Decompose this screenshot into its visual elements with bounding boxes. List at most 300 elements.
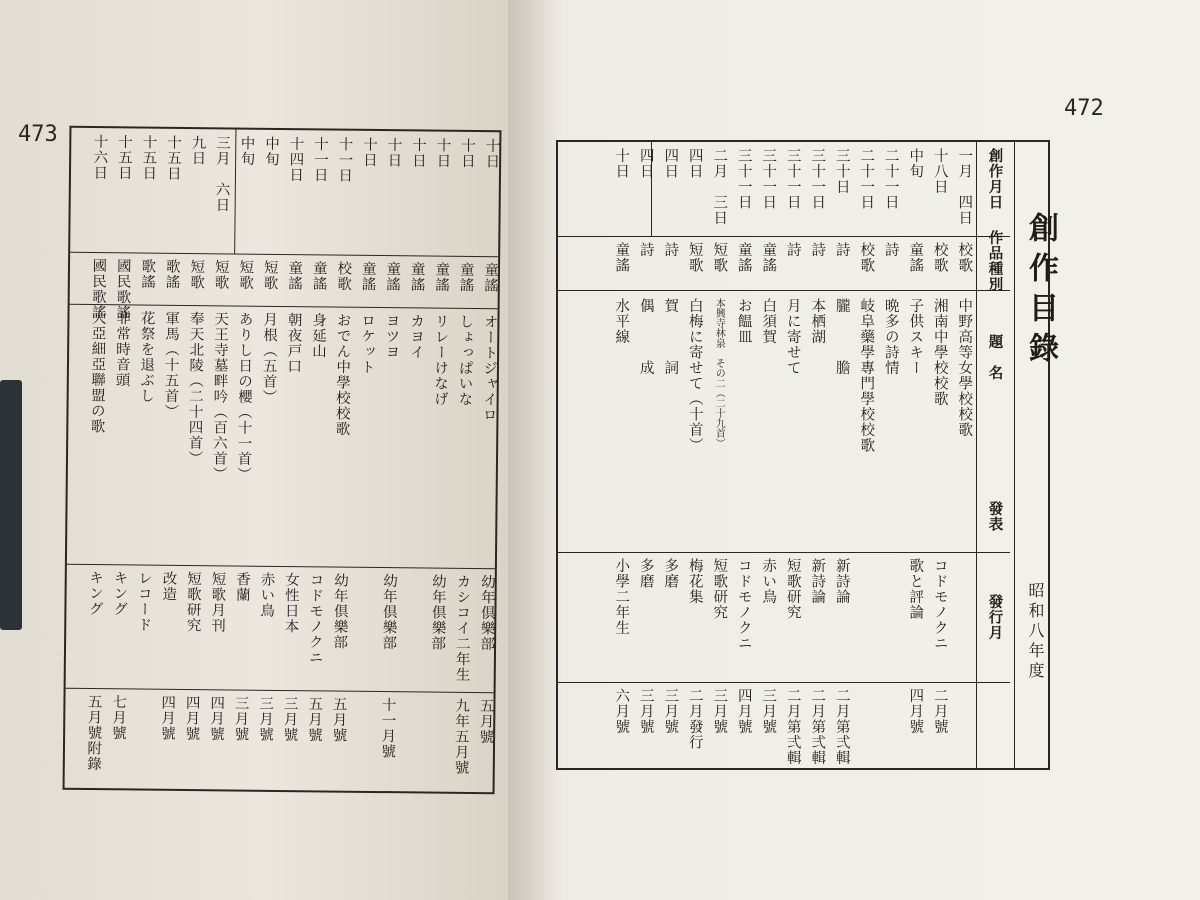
right-row-1-pub-cell [927,558,952,651]
left-row-0-genre: 童謠 [482,262,499,294]
left-row-4-pub-cell [376,573,401,651]
left-row-1-issue-cell [448,698,473,776]
right-row-3-date-cell [878,148,903,210]
left-row-15-issue: 七月號 [109,694,127,741]
left-row-13-date-cell [160,135,185,182]
left-row-1-date: 十日 [458,137,476,170]
left-row-9-pub: 赤い鳥 [258,571,275,619]
left-row-14-genre: 歌謠 [139,258,156,290]
left-row-4-genre: 童謠 [384,261,401,293]
right-row-9-genre: 童謠 [735,242,752,273]
left-row-9-date: 中旬 [262,135,280,167]
left-row-2-title-cell [427,314,452,407]
left-row-16-pub: キング [86,569,104,617]
left-row-3-genre-cell [404,261,429,292]
left-row-3-date: 十日 [409,137,427,169]
right-row-14-issue-cell [609,688,634,735]
right-row-6-pub-cell [805,558,830,605]
left-row-10-genre: 短歌 [237,259,254,291]
right-row-1-title-cell [927,298,952,407]
left-row-13-title-cell [157,311,183,420]
left-row-9-date-cell [258,136,283,167]
right-row-0-genre-cell [952,242,977,273]
right-row-9-title-cell [731,298,756,345]
left-row-10-title-cell [230,311,256,482]
fiscal-year: 昭和八年度 [1026,582,1045,682]
right-row-8-genre-cell [756,242,781,273]
left-row-13-title: 軍馬（十五首） [162,310,180,420]
left-row-13-date: 十五日 [164,134,182,182]
left-row-15-date: 十五日 [115,134,133,181]
right-row-10-title: 本興寺林泉 その二（二十九首） [713,298,725,448]
left-row-10-title: ありし日の櫻（十一首） [235,311,253,483]
right-row-12-title: 賀 詞 [662,298,679,376]
right-row-13-pub-cell [633,558,658,589]
right-row-5-issue-cell [829,688,854,766]
right-row-0-title-cell [952,298,977,438]
left-row-3-title: カヨイ [407,313,425,360]
left-row-12-title: 奉天北陵（二十四首） [186,311,204,467]
right-row-7-genre-cell [780,242,805,258]
right-row-14-genre-cell [609,242,634,273]
left-row-10-issue-cell [228,695,253,742]
right-row-14-title: 水平線 [613,298,630,345]
left-row-4-date-cell [381,137,406,168]
left-row-7-pub-cell [302,572,327,665]
left-row-2-genre: 童謠 [433,261,450,293]
left-row-3-genre: 童謠 [408,261,425,293]
right-row-10-date: 二月 三日 [711,148,728,226]
right-row-8-date: 三十一日 [760,148,777,210]
right-row-9-date: 三十一日 [735,148,752,210]
right-row-7-title: 月に寄せて [784,298,801,376]
left-row-4-title: ヨツヨ [383,313,400,360]
header-publication: 發表 [986,500,1004,532]
left-row-7-pub: コドモノクニ [306,572,324,666]
left-row-14-date-cell [135,134,160,181]
left-row-7-date: 十一日 [311,136,329,183]
right-row-2-date-cell [903,148,928,179]
right-row-10-date-cell [707,148,732,226]
left-row-1-genre-cell [453,262,478,293]
right-row-9-issue: 四月號 [735,688,752,735]
left-row-10-date: 中旬 [238,135,255,167]
left-row-6-title-cell [329,312,355,436]
header-date: 創作月日 [986,148,1004,210]
left-row-5-genre-cell [355,261,380,292]
page-title: 創作目錄 [1023,212,1058,372]
left-row-6-title: おでん中學校校歌 [333,312,351,437]
right-row-10-genre: 短歌 [711,242,728,273]
right-row-11-date-cell [682,148,707,179]
left-row-13-pub: 改造 [160,570,177,602]
left-row-5-date-cell [356,137,381,168]
right-row-5-issue: 二月第弍輯 [833,688,850,766]
right-row-5-genre-cell [829,242,854,258]
left-row-10-pub: 香蘭 [233,571,251,603]
right-row-2-genre-cell [903,242,928,273]
left-row-2-pub: 幼年倶樂部 [429,573,447,652]
left-row-9-genre-cell [257,260,282,291]
right-row-8-pub: 赤い鳥 [760,558,777,605]
right-row-5-date: 三十日 [833,148,850,195]
left-row-0-title: オートジャイロ [480,314,498,423]
left-row-11-date-cell [209,135,234,213]
right-row-9-issue-cell [731,688,756,735]
left-row-6-date-cell [331,137,356,184]
right-row-1-genre: 校歌 [931,242,948,273]
left-row-12-issue: 四月號 [183,694,200,742]
page-number-right: 472 [1064,96,1104,121]
right-row-8-date-cell [756,148,781,210]
right-row-9-pub: コドモノクニ [735,558,752,651]
right-row-2-genre: 童謠 [907,242,924,273]
right-row-6-date: 三十一日 [809,148,826,210]
right-row-11-issue-cell [682,688,707,750]
right-row-4-title: 岐阜藥學專門學校校歌 [858,298,875,453]
left-row-14-pub: レコード [135,570,153,633]
header-column [976,148,1014,640]
right-row-11-pub-cell [682,558,707,605]
right-row-6-pub: 新詩論 [809,558,826,605]
right-row-8-issue-cell [756,688,781,735]
left-row-5-date: 十日 [360,136,378,168]
left-row-8-title-cell [280,312,305,374]
left-row-13-pub-cell [156,571,181,602]
right-row-0-genre: 校歌 [956,242,973,273]
left-row-6-issue-cell [326,696,351,743]
right-row-8-title-cell [756,298,781,345]
right-row-5-pub: 新詩論 [833,558,850,605]
right-row-2-date: 中旬 [907,148,924,179]
left-row-11-issue: 四月號 [207,695,225,742]
right-row-8-title: 白須賀 [760,298,777,345]
right-row-1-pub: コドモノクニ [931,558,948,651]
left-row-8-issue-cell [277,696,302,743]
left-row-16-pub-cell [82,570,107,617]
left-row-11-genre: 短歌 [212,259,229,291]
right-row-12-pub-cell [658,558,683,589]
left-row-14-genre-cell [134,258,159,289]
right-row-3-genre-cell [878,242,903,258]
left-row-1-pub-cell [449,574,475,683]
right-row-5-date-cell [829,148,854,195]
left-row-10-issue: 三月號 [232,695,249,743]
left-row-8-genre-cell [281,260,306,291]
right-row-13-issue-cell [633,688,658,735]
right-row-4-title-cell [854,298,879,453]
right-row-13-genre-cell [633,242,658,258]
right-row-4-genre-cell [854,242,879,273]
left-row-10-date-cell [234,135,259,166]
left-row-5-title-cell [354,313,379,375]
right-row-10-issue-cell [707,688,732,735]
right-row-14-pub-cell [609,558,634,636]
left-row-11-title: 天王寺墓畔吟（百六首） [210,311,229,482]
right-row-5-genre: 詩 [833,242,850,258]
left-row-7-issue-cell [301,696,326,743]
right-row-10-pub: 短歌研究 [711,558,728,620]
left-row-4-title-cell [379,313,404,360]
left-row-15-genre: 國民歌謠 [114,258,131,321]
header-issue: 發行月 [986,593,1004,640]
catalog-table-right [556,140,1058,770]
left-row-11-title-cell [206,311,232,482]
right-row-14-pub: 小學二年生 [613,558,630,636]
right-row-14-date: 十日 [613,148,630,179]
right-row-7-title-cell [780,298,805,376]
left-row-7-title-cell [305,312,330,359]
left-row-0-genre-cell [477,262,502,293]
left-row-0-issue: 五月號 [477,698,494,745]
left-row-8-pub: 女性日本 [282,572,300,635]
left-row-16-genre: 國民歌謠 [89,257,107,321]
left-row-2-date-cell [430,138,455,169]
right-row-13-date: 四日 [637,148,654,179]
left-row-6-genre: 校歌 [335,260,352,292]
right-row-7-issue: 二月第弍輯 [784,688,801,766]
right-row-5-title-cell [829,298,854,376]
left-row-2-pub-cell [425,574,450,652]
left-row-15-issue-cell [105,694,130,741]
left-row-1-issue: 九年五月號 [452,697,470,776]
right-row-1-genre-cell [927,242,952,273]
right-row-7-issue-cell [780,688,805,766]
right-row-7-pub-cell [780,558,805,620]
left-row-8-issue: 三月號 [281,696,298,743]
left-row-16-date-cell [86,134,111,181]
left-row-4-pub: 幼年倶樂部 [380,573,398,651]
left-row-12-genre-cell [183,259,208,290]
left-row-1-title: しょっぱいな [456,313,474,407]
catalog-table-left [63,126,502,794]
left-row-1-date-cell [454,138,479,169]
left-row-16-title-cell [84,310,110,434]
left-row-11-issue-cell [203,695,228,742]
right-row-9-title: お饂皿 [735,298,752,345]
right-row-2-title: 子供スキー [907,298,924,376]
left-row-6-date: 十一日 [336,136,353,184]
left-row-15-title: 非常時音頭 [113,310,131,388]
left-row-15-date-cell [111,134,136,181]
left-row-0-pub-cell [474,574,499,652]
left-row-2-date: 十日 [434,137,451,169]
right-row-12-date: 四日 [662,148,679,179]
left-row-15-pub-cell [106,570,131,617]
right-row-6-date-cell [805,148,830,210]
right-row-6-title: 本栖湖 [809,298,826,345]
right-row-12-date-cell [658,148,683,179]
right-row-11-issue: 二月發行 [686,688,703,750]
right-row-10-title-cell [707,298,732,448]
left-row-16-issue-cell [80,694,105,772]
right-row-12-issue-cell [658,688,683,735]
right-row-4-genre: 校歌 [858,242,875,273]
right-row-1-issue: 二月號 [931,688,948,735]
left-row-9-pub-cell [253,572,278,619]
right-row-8-pub-cell [756,558,781,605]
left-row-0-date: 十日 [483,138,500,170]
right-row-11-title: 白梅に寄せて（十首） [686,298,703,453]
left-row-4-date: 十日 [385,137,402,169]
left-row-14-pub-cell [131,570,156,632]
left-row-5-title: ロケット [358,312,376,375]
left-row-8-date-cell [282,136,307,183]
right-row-1-issue-cell [927,688,952,735]
left-row-11-pub: 短歌月刊 [208,571,226,634]
page-number-left: 473 [18,122,58,147]
left-row-2-genre-cell [428,262,453,293]
right-row-2-pub: 歌と評論 [907,558,924,620]
left-row-9-title-cell [256,312,281,405]
right-row-13-issue: 三月號 [637,688,654,735]
right-row-13-date-cell [633,148,658,179]
right-row-12-genre: 詩 [662,242,679,258]
left-row-9-issue: 三月號 [256,695,274,743]
left-row-7-date-cell [307,136,332,183]
left-row-1-pub: カシコイ二年生 [453,573,471,683]
left-row-9-title: 月根（五首） [260,311,278,405]
left-row-10-genre-cell [232,259,257,290]
left-row-8-title: 朝夜戸口 [285,312,302,375]
right-row-8-issue: 三月號 [760,688,777,735]
right-row-12-pub: 多磨 [662,558,679,589]
left-row-11-date: 三月 六日 [213,135,231,213]
right-row-3-date: 二十一日 [882,148,899,210]
right-row-3-title: 晩多の詩情 [882,298,899,376]
right-row-2-title-cell [903,298,928,376]
left-row-11-pub-cell [204,571,229,633]
left-row-6-genre-cell [330,260,355,291]
right-row-14-genre: 童謠 [613,242,630,273]
right-row-13-pub: 多磨 [637,558,654,589]
header-genre: 作品種別 [986,230,1004,292]
left-row-12-date: 九日 [189,135,206,167]
right-row-11-genre-cell [682,242,707,273]
right-row-8-genre: 童謠 [760,242,777,273]
right-row-14-date-cell [609,148,634,179]
left-row-4-issue: 十一月號 [379,697,396,760]
left-row-13-genre-cell [159,259,184,290]
right-row-4-date: 二十一日 [858,148,875,210]
left-row-12-issue-cell [179,695,204,742]
right-row-11-genre: 短歌 [686,242,703,273]
right-row-13-title-cell [633,298,658,376]
left-row-14-title-cell [133,310,158,403]
right-row-11-pub: 梅花集 [686,558,703,605]
left-row-16-title: 大亞細亞聯盟の歌 [88,309,106,435]
left-row-16-date: 十六日 [91,133,108,181]
left-row-7-issue: 五月號 [305,696,323,743]
right-row-11-title-cell [682,298,707,453]
right-row-7-date: 三十一日 [784,148,801,210]
left-row-4-issue-cell [374,697,399,759]
left-row-3-date-cell [405,137,430,168]
right-row-4-date-cell [854,148,879,210]
title-column [1014,142,1058,772]
right-row-0-date-cell [952,148,977,226]
left-row-2-title: リレーけなげ [431,313,449,407]
right-row-6-genre-cell [805,242,830,258]
right-row-5-title: 朧 膽 [833,298,850,376]
right-row-1-title: 湘南中學校校歌 [931,298,948,407]
left-row-14-title: 花祭を退ぶし [137,310,155,404]
left-row-3-title-cell [403,313,428,360]
binder-clip [0,380,22,630]
right-row-14-issue: 六月號 [613,688,630,735]
left-row-0-date-cell [479,138,504,169]
left-row-13-issue: 四月號 [158,694,176,742]
right-row-5-pub-cell [829,558,854,605]
left-page [0,0,530,900]
left-row-12-genre: 短歌 [188,259,205,291]
left-row-11-genre-cell [208,259,233,290]
right-row-6-issue: 二月第弍輯 [809,688,826,766]
right-row-7-genre: 詩 [784,242,801,258]
left-row-12-pub: 短歌研究 [184,570,202,634]
right-row-13-title: 偶 成 [637,298,654,376]
right-row-1-date: 十八日 [931,148,948,195]
left-row-7-title: 身延山 [309,312,327,359]
left-row-12-title-cell [181,311,207,466]
right-row-12-genre-cell [658,242,683,258]
left-row-5-genre: 童謠 [359,260,376,292]
right-row-1-date-cell [927,148,952,195]
left-row-4-genre-cell [379,261,404,292]
left-row-10-pub-cell [229,571,254,602]
left-row-12-date-cell [185,135,210,166]
right-row-6-genre: 詩 [809,242,826,258]
left-row-15-title-cell [109,310,134,388]
right-row-0-title: 中野高等女學校校歌 [956,298,973,438]
left-row-1-genre: 童謠 [457,261,474,293]
left-row-9-issue-cell [252,696,277,743]
right-row-6-title-cell [805,298,830,345]
right-row-12-title-cell [658,298,683,376]
right-row-13-genre: 詩 [637,242,654,258]
left-row-16-issue: 五月號附錄 [84,693,102,772]
right-row-2-issue: 四月號 [907,688,924,735]
left-row-14-date: 十五日 [140,134,157,182]
left-row-8-pub-cell [278,572,303,634]
left-row-1-title-cell [452,314,477,407]
right-row-14-title-cell [609,298,634,345]
left-row-8-date: 十四日 [287,136,304,183]
right-row-7-date-cell [780,148,805,210]
right-row-6-issue-cell [805,688,830,766]
header-title: 題 名 [986,334,1004,381]
right-row-9-pub-cell [731,558,756,651]
left-row-0-pub: 幼年倶樂部 [478,574,496,652]
right-row-11-date: 四日 [686,148,703,179]
left-row-0-title-cell [476,314,502,423]
left-row-8-genre: 童謠 [286,260,303,292]
left-row-0-issue-cell [473,698,498,745]
right-row-7-pub: 短歌研究 [784,558,801,620]
left-row-12-pub-cell [180,571,205,633]
right-row-2-pub-cell [903,558,928,620]
right-row-10-genre-cell [707,242,732,273]
right-row-2-issue-cell [903,688,928,735]
left-row-13-genre: 歌謠 [163,258,180,290]
right-row-0-date: 一月 四日 [956,148,973,226]
right-row-10-issue: 三月號 [711,688,728,735]
left-row-6-pub: 幼年倶樂部 [331,572,349,651]
left-row-15-pub: キング [111,570,128,617]
right-row-3-genre: 詩 [882,242,899,258]
right-row-12-issue: 三月號 [662,688,679,735]
left-row-9-genre: 短歌 [261,259,278,291]
